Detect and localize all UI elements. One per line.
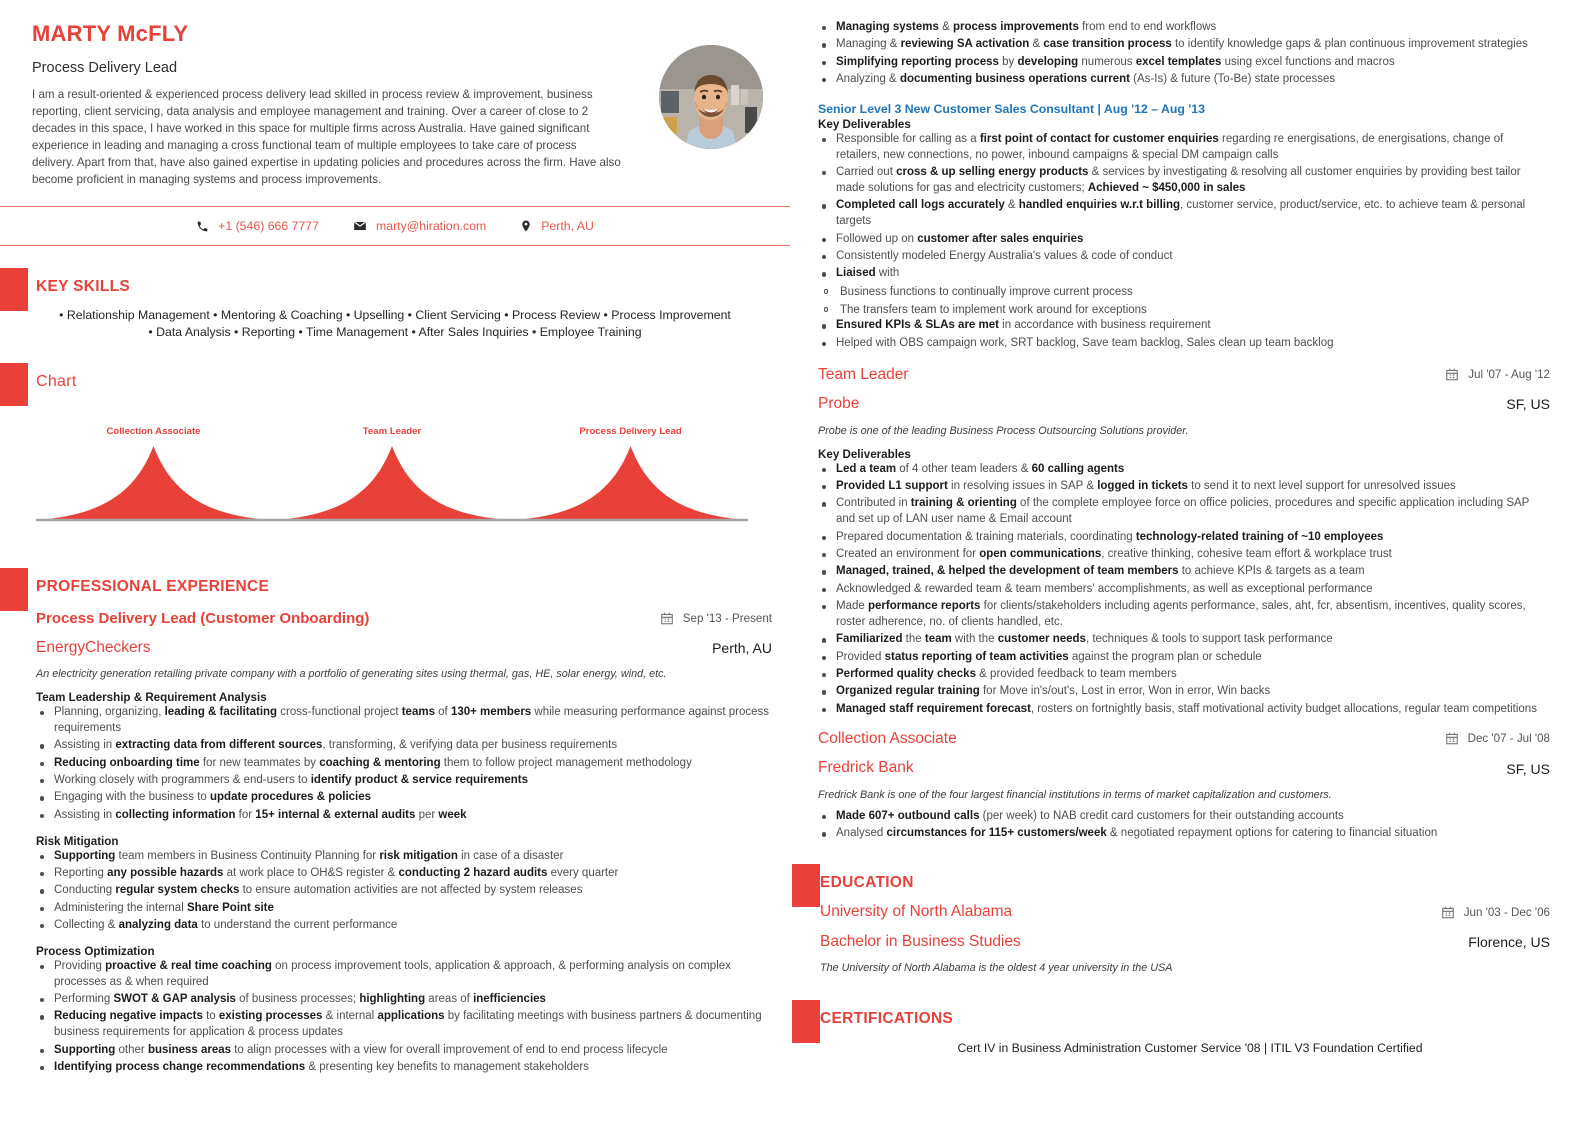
sales-consultant-heading: Senior Level 3 New Customer Sales Consultant | Aug '12 – Aug '13	[818, 101, 1205, 116]
list-item: Reducing onboarding time for new teammates by coaching & mentoring them to follow project management methodology	[36, 756, 772, 772]
experience-company-row	[36, 628, 772, 658]
section-accent-block	[0, 363, 28, 406]
team-leader-location: SF, US	[1506, 396, 1550, 413]
list-item: Supporting team members in Business Continuity Planning for risk mitigation in case of a disaster	[36, 849, 772, 865]
list-item: Managing systems & process improvements from end to end workflows	[818, 20, 1550, 36]
list-item: Assisting in extracting data from different sources, transforming, & verifying data per business requirements	[36, 738, 772, 754]
calendar-icon	[1445, 731, 1459, 746]
list-item: Identifying process change recommendations & presenting key benefits to management stakeholders	[36, 1060, 772, 1076]
continued-bullets	[818, 20, 1550, 88]
list-item: Administering the internal Share Point site	[36, 901, 772, 917]
list-item: Organized regular training for Move in's/out's, Lost in error, Won in error, Win backs	[818, 684, 1550, 700]
team-leader-key-deliverables-label: Key Deliverables	[818, 447, 911, 461]
collection-associate-bullets	[818, 809, 1550, 842]
experience-company: EnergyCheckers	[36, 638, 151, 656]
chart-peak	[513, 446, 748, 520]
chart-section	[0, 363, 790, 539]
calendar-icon	[1445, 367, 1459, 382]
collection-associate-location: SF, US	[1506, 760, 1550, 777]
experience-group-bullets	[36, 705, 772, 824]
experience-role: Process Delivery Lead (Customer Onboarding)	[36, 609, 370, 627]
sales-consultant-entry	[818, 102, 1550, 352]
list-item: Contributed in training & orienting of the complete employee force on office policies, procedures and specific application including SAP and set up of LAN user name & Email account	[818, 496, 1550, 528]
right-column-inner	[790, 0, 1590, 842]
list-item: Reducing negative impacts to existing processes & internal applications by facilitating meetings with business partners & documenting business requirements for application & process updates	[36, 1009, 772, 1041]
chart-title: Chart	[36, 372, 77, 390]
experience-group-bullets	[36, 849, 772, 934]
key-skills-section	[0, 268, 790, 340]
certifications-text: Cert IV in Business Administration Customer Service '08 | ITIL V3 Foundation Certified	[957, 1041, 1423, 1056]
chart-svg	[36, 408, 748, 530]
team-leader-entry	[818, 366, 1550, 718]
list-item: Completed call logs accurately & handled enquiries w.r.t billing, customer service, product/service, etc. to achieve team & personal targets	[818, 198, 1550, 230]
chart-peak-label: Team Leader	[362, 426, 422, 438]
team-leader-blurb: Probe is one of the leading Business Process Outsourcing Solutions provider.	[818, 424, 1189, 437]
team-leader-company: Probe	[818, 395, 860, 413]
phone-icon	[196, 220, 209, 233]
resume-header	[0, 0, 790, 188]
list-item: Conducting regular system checks to ensure automation activities are not affected by system releases	[36, 883, 772, 899]
team-leader-role-row	[818, 366, 1550, 385]
right-column	[790, 0, 1590, 1125]
chart-peak-label: Process Delivery Lead	[579, 426, 682, 438]
education-degree-row	[820, 922, 1550, 952]
experience-location: Perth, AU	[712, 639, 772, 656]
collection-associate-entry	[818, 730, 1550, 842]
list-item: Prepared documentation & training materials, coordinating technology-related training of ~10 employees	[818, 530, 1550, 546]
candidate-summary: I am a result-oriented & experienced process delivery lead skilled in process review & improvement, business reporting, client servicing, data analysis and employee management and training. Over a career of close to 2 decades in this space, I have worked in this space for multiple firms across Australia. Have gained significant experience in leading and managing a cross functional team of multiple employees to take care of process delivery. Apart from that, have also gained expertise in updating policies and procedures across the firm. Have also become proficient in managing systems and process improvements.	[32, 88, 621, 187]
certifications-title: CERTIFICATIONS	[820, 1010, 954, 1028]
experience-group-heading: Team Leadership & Requirement Analysis	[36, 691, 267, 705]
chart-peak	[274, 446, 510, 520]
contact-location[interactable]	[520, 219, 594, 233]
list-item: Performing SWOT & GAP analysis of business processes; highlighting areas of inefficiencies	[36, 992, 772, 1008]
list-item: Business functions to continually improve current process	[818, 284, 1550, 300]
list-item: Followed up on customer after sales enquiries	[818, 232, 1550, 248]
map-pin-icon	[520, 219, 532, 233]
contact-bar	[0, 206, 790, 246]
certifications-section	[790, 1000, 1590, 1055]
collection-associate-dates	[1445, 731, 1550, 746]
key-deliverables-label: Key Deliverables	[818, 117, 911, 131]
list-item: Analysed circumstances for 115+ customers/week & negotiated repayment options for catering to financial situation	[818, 826, 1550, 842]
liaised-subbullets	[818, 284, 1550, 318]
list-item: Carried out cross & up selling energy products & services by investigating & resolving all customer enquiries by providing best tailor made solutions for gas and electricity customers; Achieved ~ $450,000 in sales	[818, 165, 1550, 197]
list-item: Ensured KPIs & SLAs are met in accordance with business requirement	[818, 318, 1550, 334]
experience-dates	[660, 611, 772, 626]
candidate-job-title: Process Delivery Lead	[32, 60, 178, 77]
envelope-icon	[353, 219, 367, 233]
list-item: Engaging with the business to update procedures & policies	[36, 790, 772, 806]
liaised-bullet: Liaised with	[818, 266, 1550, 282]
chart-peak-label: Collection Associate	[106, 426, 201, 438]
experience-entry	[0, 610, 790, 1076]
team-leader-bullets	[818, 462, 1550, 718]
section-accent-block	[0, 568, 28, 611]
candidate-name: MARTY McFLY	[32, 21, 189, 46]
professional-experience-title: PROFESSIONAL EXPERIENCE	[36, 578, 270, 596]
education-location: Florence, US	[1468, 934, 1550, 950]
list-item: Made performance reports for clients/stakeholders including agents performance, sales, aht, fcr, absentism, incentives, quality scores, roster adherence, no. of clients handled, etc.	[818, 599, 1550, 631]
list-item: Planning, organizing, leading & facilitating cross-functional project teams of 130+ members while measuring performance against process requirements	[36, 705, 772, 737]
collection-associate-role-row	[818, 730, 1550, 749]
education-dates	[1441, 905, 1550, 920]
professional-experience-section	[0, 568, 790, 1075]
team-leader-dates	[1445, 367, 1550, 382]
list-item: Consistently modeled Energy Australia's values & code of conduct	[818, 249, 1550, 265]
chart-peak	[36, 446, 271, 520]
collection-associate-company: Fredrick Bank	[818, 759, 914, 777]
education-degree: Bachelor in Business Studies	[820, 932, 1021, 950]
profile-photo	[659, 45, 763, 149]
list-item: Familiarized the team with the customer needs, techniques & tools to support task performance	[818, 632, 1550, 648]
calendar-icon	[660, 611, 674, 626]
experience-group-bullets	[36, 959, 772, 1076]
contact-email[interactable]	[353, 219, 486, 233]
collection-associate-role: Collection Associate	[818, 729, 957, 747]
list-item: Managing & reviewing SA activation & case transition process to identify knowledge gaps & plan continuous improvement strategies	[818, 37, 1550, 53]
collection-associate-company-row	[818, 748, 1550, 778]
list-item: Managed, trained, & helped the development of team members to achieve KPIs & targets as a team	[818, 564, 1550, 580]
experience-group-heading: Risk Mitigation	[36, 834, 119, 848]
experience-group-heading: Process Optimization	[36, 944, 155, 958]
contact-phone[interactable]	[196, 219, 319, 233]
phone-text: +1 (546) 666 7777	[218, 219, 319, 234]
education-blurb: The University of North Alabama is the oldest 4 year university in the USA	[820, 962, 1173, 975]
list-item: Simplifying reporting process by developing numerous excel templates using excel functions and macros	[818, 55, 1550, 71]
career-chart	[0, 408, 790, 538]
calendar-icon	[1441, 905, 1455, 920]
list-item: Performed quality checks & provided feedback to team members	[818, 667, 1550, 683]
list-item: Assisting in collecting information for 15+ internal & external audits per week	[36, 808, 772, 824]
team-leader-dates-text: Jul '07 - Aug '12	[1468, 368, 1550, 382]
list-item: Supporting other business areas to align processes with a view for overall improvement of end to end process lifecycle	[36, 1043, 772, 1059]
list-item: Helped with OBS campaign work, SRT backlog, Save team backlog, Sales clean up team backlog	[818, 336, 1550, 352]
education-dates-text: Jun '03 - Dec '06	[1463, 905, 1550, 919]
list-item: Collecting & analyzing data to understand the current performance	[36, 918, 772, 934]
key-skills-line-1: • Relationship Management • Mentoring & Coaching • Upselling • Client Servicing • Process Review • Process Improvement	[59, 308, 731, 323]
experience-blurb: An electricity generation retailing private company with a portfolio of generating sites using thermal, gas, HE, solar energy, wind, etc.	[36, 668, 667, 681]
section-accent-block	[792, 864, 820, 907]
list-item: Provided status reporting of team activities against the program plan or schedule	[818, 650, 1550, 666]
experience-dates-text: Sep '13 - Present	[682, 612, 772, 625]
left-column	[0, 0, 790, 1125]
list-item: Working closely with programmers & end-users to identify product & service requirements	[36, 773, 772, 789]
email-text: marty@hiration.com	[376, 219, 487, 234]
list-item: Responsible for calling as a first point of contact for customer enquiries regarding re energisations, de energisations, change of retailers, new connections, no power, inbound campaigns & special DM campaign calls	[818, 132, 1550, 164]
section-accent-block	[792, 1000, 820, 1043]
list-item: Providing proactive & real time coaching on process improvement tools, application & approach, & performing analysis on complex processes as & when required	[36, 959, 772, 991]
experience-bullet-groups	[36, 691, 772, 1076]
list-item: Provided L1 support in resolving issues in SAP & logged in tickets to send it to next level support for unresolved issues	[818, 479, 1550, 495]
education-school: University of North Alabama	[820, 903, 1013, 921]
chart-peaks	[36, 446, 748, 520]
location-text: Perth, AU	[541, 219, 594, 234]
collection-associate-dates-text: Dec '07 - Jul '08	[1467, 732, 1550, 746]
section-accent-block	[0, 268, 28, 311]
list-item: Managed staff requirement forecast, rosters on fortnightly basis, staff motivational activity budget allocations, regular team competitions	[818, 702, 1550, 718]
sales-consultant-bullets	[818, 132, 1550, 265]
list-item: The transfers team to implement work around for exceptions	[818, 302, 1550, 318]
list-item: Led a team of 4 other team leaders & 60 calling agents	[818, 462, 1550, 478]
avatar	[659, 45, 763, 149]
liaised-bullet-wrap	[818, 266, 1550, 282]
sales-consultant-tail-bullets	[818, 318, 1550, 351]
education-title: EDUCATION	[820, 874, 914, 892]
list-item: Made 607+ outbound calls (per week) to NAB credit card customers for their outstanding accounts	[818, 809, 1550, 825]
list-item: Created an environment for open communications, creative thinking, cohesive team effort & workplace trust	[818, 547, 1550, 563]
key-skills-title: KEY SKILLS	[36, 278, 131, 296]
list-item: Analyzing & documenting business operations current (As-Is) & future (To-Be) state processes	[818, 72, 1550, 88]
collection-associate-blurb: Fredrick Bank is one of the four largest financial institutions in terms of market capitalization and customers.	[818, 788, 1332, 801]
chart-labels	[106, 426, 681, 437]
list-item: Acknowledged & rewarded team & team members' accomplishments, as well as exceptional performance	[818, 582, 1550, 598]
experience-role-row	[36, 610, 772, 628]
education-school-row	[820, 903, 1550, 922]
key-skills-line-2: • Data Analysis • Reporting • Time Management • After Sales Inquiries • Employee Training	[148, 325, 642, 340]
key-skills-list	[0, 295, 790, 340]
team-leader-company-row	[818, 384, 1550, 414]
education-section	[790, 864, 1590, 974]
list-item: Reporting any possible hazards at work place to OH&S register & conducting 2 hazard audits every quarter	[36, 866, 772, 882]
education-entry	[790, 903, 1590, 974]
team-leader-role: Team Leader	[818, 365, 909, 383]
